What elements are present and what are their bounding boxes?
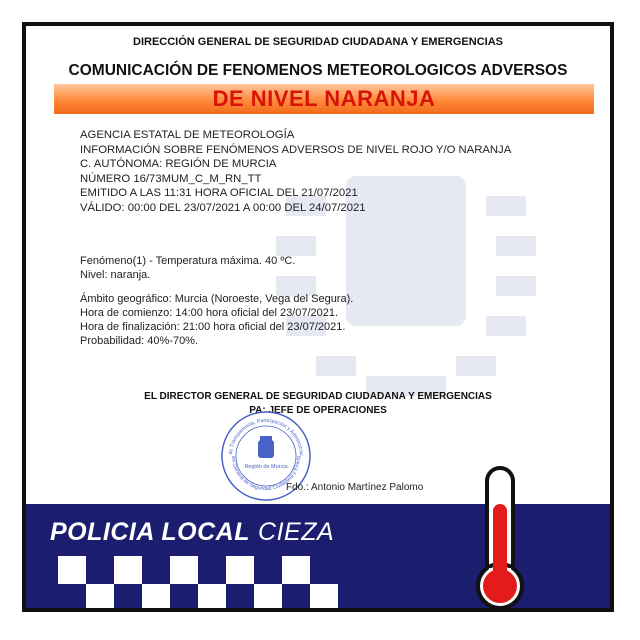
phenomenon-line: Fenómeno(1) - Temperatura máxima. 40 ºC.	[80, 255, 296, 267]
signatory-block	[26, 390, 610, 418]
pa-title: PA: JEFE DE OPERACIONES	[249, 405, 387, 416]
bulletin-title: COMUNICACIÓN DE FENOMENOS METEOROLOGICOS ADVERSOS	[68, 62, 568, 79]
info-line: INFORMACIÓN SOBRE FENÓMENOS ADVERSOS DE NIVEL ROJO Y/O NARANJA	[80, 143, 512, 156]
signed-by: Fdo.: Antonio Martínez Palomo	[286, 482, 424, 493]
banner-title	[50, 518, 334, 547]
stamp-center-text: Región de Murcia	[244, 464, 288, 470]
end-line: Hora de finalización: 21:00 hora oficial del 23/07/2021.	[80, 321, 346, 333]
checkerboard-pattern-icon	[58, 556, 338, 612]
bulletin-frame	[22, 22, 614, 612]
issuer-info-block	[80, 128, 511, 215]
level-line: Nivel: naranja.	[80, 269, 151, 281]
stamp-bottom-text: ión General de Seguridad Ciudadana y Emerg	[229, 455, 303, 493]
alert-level-banner: DE NIVEL NARANJA	[54, 84, 594, 114]
valid-line: VÁLIDO: 00:00 DEL 23/07/2021 A 00:00 DEL 24/07/2021	[80, 201, 366, 214]
issued-line: EMITIDO A LAS 11:31 HORA OFICIAL DEL 21/07/2021	[80, 187, 358, 199]
stamp-top-text: de Transparencia, Participación y Administrac	[228, 417, 305, 456]
start-line: Hora de comienzo: 14:00 hora oficial del 23/07/2021.	[80, 307, 339, 319]
agency-line: AGENCIA ESTATAL DE METEOROLOGÍA	[80, 129, 295, 141]
director-title: EL DIRECTOR GENERAL DE SEGURIDAD CIUDADANA Y EMERGENCIAS	[144, 391, 492, 402]
banner-title-bold: POLICIA LOCAL	[50, 518, 251, 546]
number-line: NÚMERO 16/73MUM_C_M_RN_TT	[80, 172, 262, 185]
thermometer-icon	[472, 464, 528, 612]
scope-line: Ámbito geográfico: Murcia (Noroeste, Vega del Segura).	[80, 293, 354, 305]
banner-title-light: CIEZA	[258, 518, 335, 546]
probability-line: Probabilidad: 40%-70%.	[80, 335, 199, 347]
region-line: C. AUTÓNOMA: REGIÓN DE MURCIA	[80, 158, 277, 170]
phenomenon-details	[80, 254, 353, 348]
department-heading: DIRECCIÓN GENERAL DE SEGURIDAD CIUDADANA Y EMERGENCIAS	[133, 36, 503, 48]
